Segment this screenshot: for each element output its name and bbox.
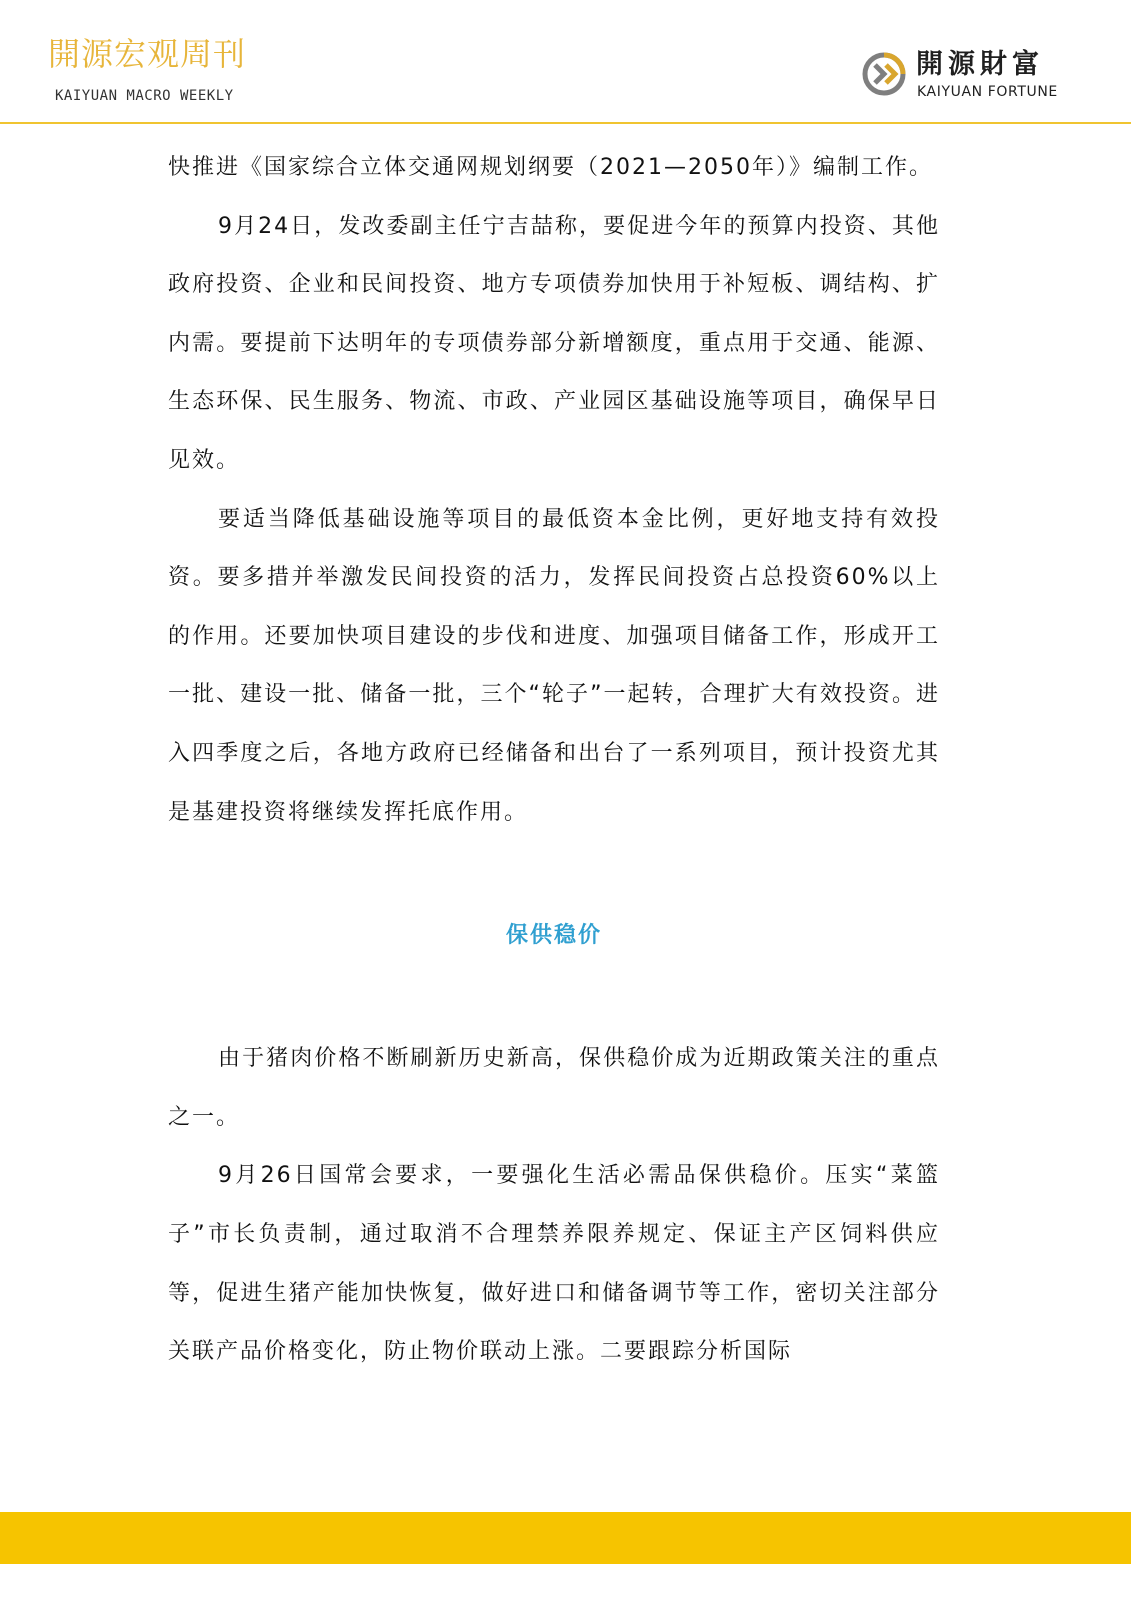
paragraph: 9月24日，发改委副主任宁吉喆称，要促进今年的预算内投资、其他政府投资、企业和民间投资、地方专项债券加快用于补短板、调结构、扩内需。要提前下达明年的专项债券部分新增额度，重点用于交通、能源、生态环保、民生服务、物流、市政、产业园区基础设施等项目，确保早日见效。 [168,213,940,473]
kaiyuan-logo-icon [860,50,908,98]
logo-text-en: KAIYUAN FORTUNE [917,84,1058,100]
paragraph: 要适当降低基础设施等项目的最低资本金比例，更好地支持有效投资。要多措并举激发民间投资的活力，发挥民间投资占总投资60%以上的作用。还要加快项目建设的步伐和进度、加强项目储备工作，形成开工一批、建设一批、储备一批，三个“轮子”一起转，合理扩大有效投资。进入四季度之后，各地方政府已经储备和出台了一系列项目，预计投资尤其是基建投资将继续发挥托底作用。 [168,506,940,825]
company-logo [860,50,1100,110]
publication-subtitle: KAIYUAN MACRO WEEKLY [55,88,234,104]
header-divider [0,122,1131,124]
paragraph: 9月26日国常会要求，一要强化生活必需品保供稳价。压实“菜篮子”市长负责制，通过取消不合理禁养限养规定、保证主产区饲料供应等，促进生猪产能加快恢复，做好进口和储备调节等工作，密切关注部分关联产品价格变化，防止物价联动上涨。二要跟踪分析国际 [168,1163,940,1365]
logo-text-cn: 開源財富 [916,49,1044,80]
paragraph: 快推进《国家综合立体交通网规划纲要（2021—2050年）》编制工作。 [168,155,933,180]
paragraph: 由于猪肉价格不断刷新历史新高，保供稳价成为近期政策关注的重点之一。 [168,1046,940,1130]
page-header [0,0,1131,124]
publication-title: 開源宏观周刊 [48,35,247,73]
section-heading: 保供稳价 [505,923,602,949]
footer-bar [0,1512,1131,1564]
article-body [168,139,940,1382]
